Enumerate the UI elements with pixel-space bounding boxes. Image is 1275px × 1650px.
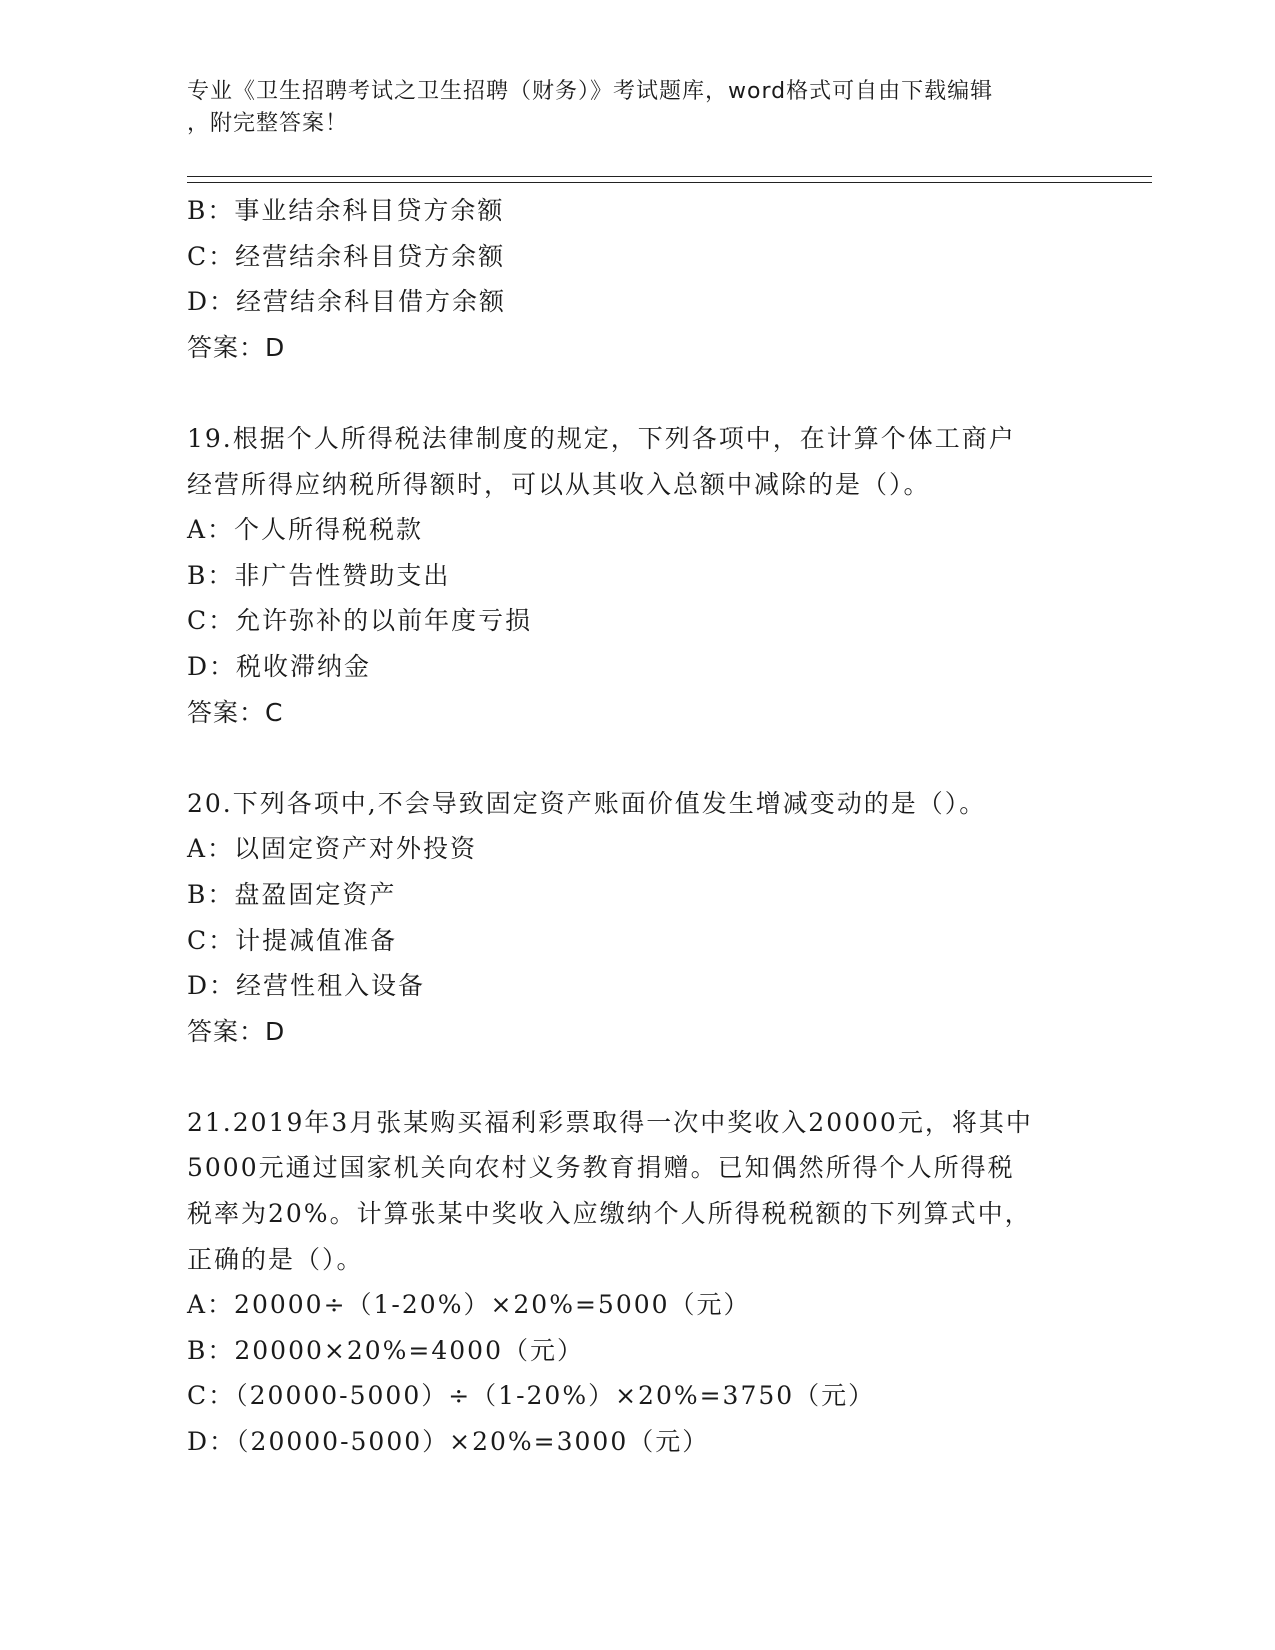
option-c: C：允许弥补的以前年度亏损 bbox=[187, 606, 533, 636]
header-line-2: ，附完整答案！ bbox=[187, 111, 349, 136]
option-b: B：20000×20%=4000（元） bbox=[187, 1335, 584, 1365]
header-line-1: 专业《卫生招聘考试之卫生招聘（财务）》考试题库，word格式可自由下载编辑 bbox=[187, 79, 994, 104]
question-19 bbox=[187, 416, 1087, 735]
spacer bbox=[187, 735, 1087, 781]
header-rule-top bbox=[187, 176, 1152, 177]
option-d: D：经营性租入设备 bbox=[187, 971, 426, 1001]
option-a: A：以固定资产对外投资 bbox=[187, 834, 478, 864]
option-c: C：经营结余科目贷方余额 bbox=[187, 241, 506, 271]
option-d: D：（20000-5000）×20%=3000（元） bbox=[187, 1427, 710, 1457]
page-header bbox=[187, 76, 1077, 140]
header-rule-bottom bbox=[187, 182, 1152, 183]
option-b: B：非广告性赞助支出 bbox=[187, 560, 451, 590]
question-stem-line: 税率为20%。计算张某中奖收入应缴纳个人所得税税额的下列算式中， bbox=[187, 1199, 1032, 1229]
spacer bbox=[187, 1054, 1087, 1100]
option-b: B：盘盈固定资产 bbox=[187, 879, 397, 909]
question-stem-line: 正确的是（）。 bbox=[187, 1244, 364, 1274]
question-21 bbox=[187, 1100, 1087, 1465]
answer-line: 答案：D bbox=[187, 332, 286, 362]
option-a: A：个人所得税税款 bbox=[187, 515, 424, 545]
question-stem-line: 19.根据个人所得税法律制度的规定，下列各项中，在计算个体工商户 bbox=[187, 423, 1016, 453]
question-stem-line: 21.2019年3月张某购买福利彩票取得一次中奖收入20000元，将其中 bbox=[187, 1107, 1033, 1137]
answer-line: 答案：D bbox=[187, 1016, 286, 1046]
question-stem-line: 经营所得应纳税所得额时，可以从其收入总额中减除的是（）。 bbox=[187, 469, 931, 499]
option-c: C：（20000-5000）÷（1-20%）×20%=3750（元） bbox=[187, 1381, 876, 1411]
question-18-tail bbox=[187, 188, 1087, 370]
question-stem-line: 20.下列各项中,不会导致固定资产账面价值发生增减变动的是（）。 bbox=[187, 788, 987, 818]
option-d: D：经营结余科目借方余额 bbox=[187, 287, 507, 317]
option-a: A：20000÷（1-20%）×20%=5000（元） bbox=[187, 1290, 751, 1320]
option-d: D：税收滞纳金 bbox=[187, 651, 372, 681]
answer-line: 答案：C bbox=[187, 697, 284, 727]
option-b: B：事业结余科目贷方余额 bbox=[187, 196, 505, 225]
spacer bbox=[187, 370, 1087, 416]
question-stem-line: 5000元通过国家机关向农村义务教育捐赠。已知偶然所得个人所得税 bbox=[187, 1153, 1015, 1183]
question-20 bbox=[187, 781, 1087, 1055]
option-c: C：计提减值准备 bbox=[187, 925, 398, 955]
question-content bbox=[187, 188, 1087, 1465]
